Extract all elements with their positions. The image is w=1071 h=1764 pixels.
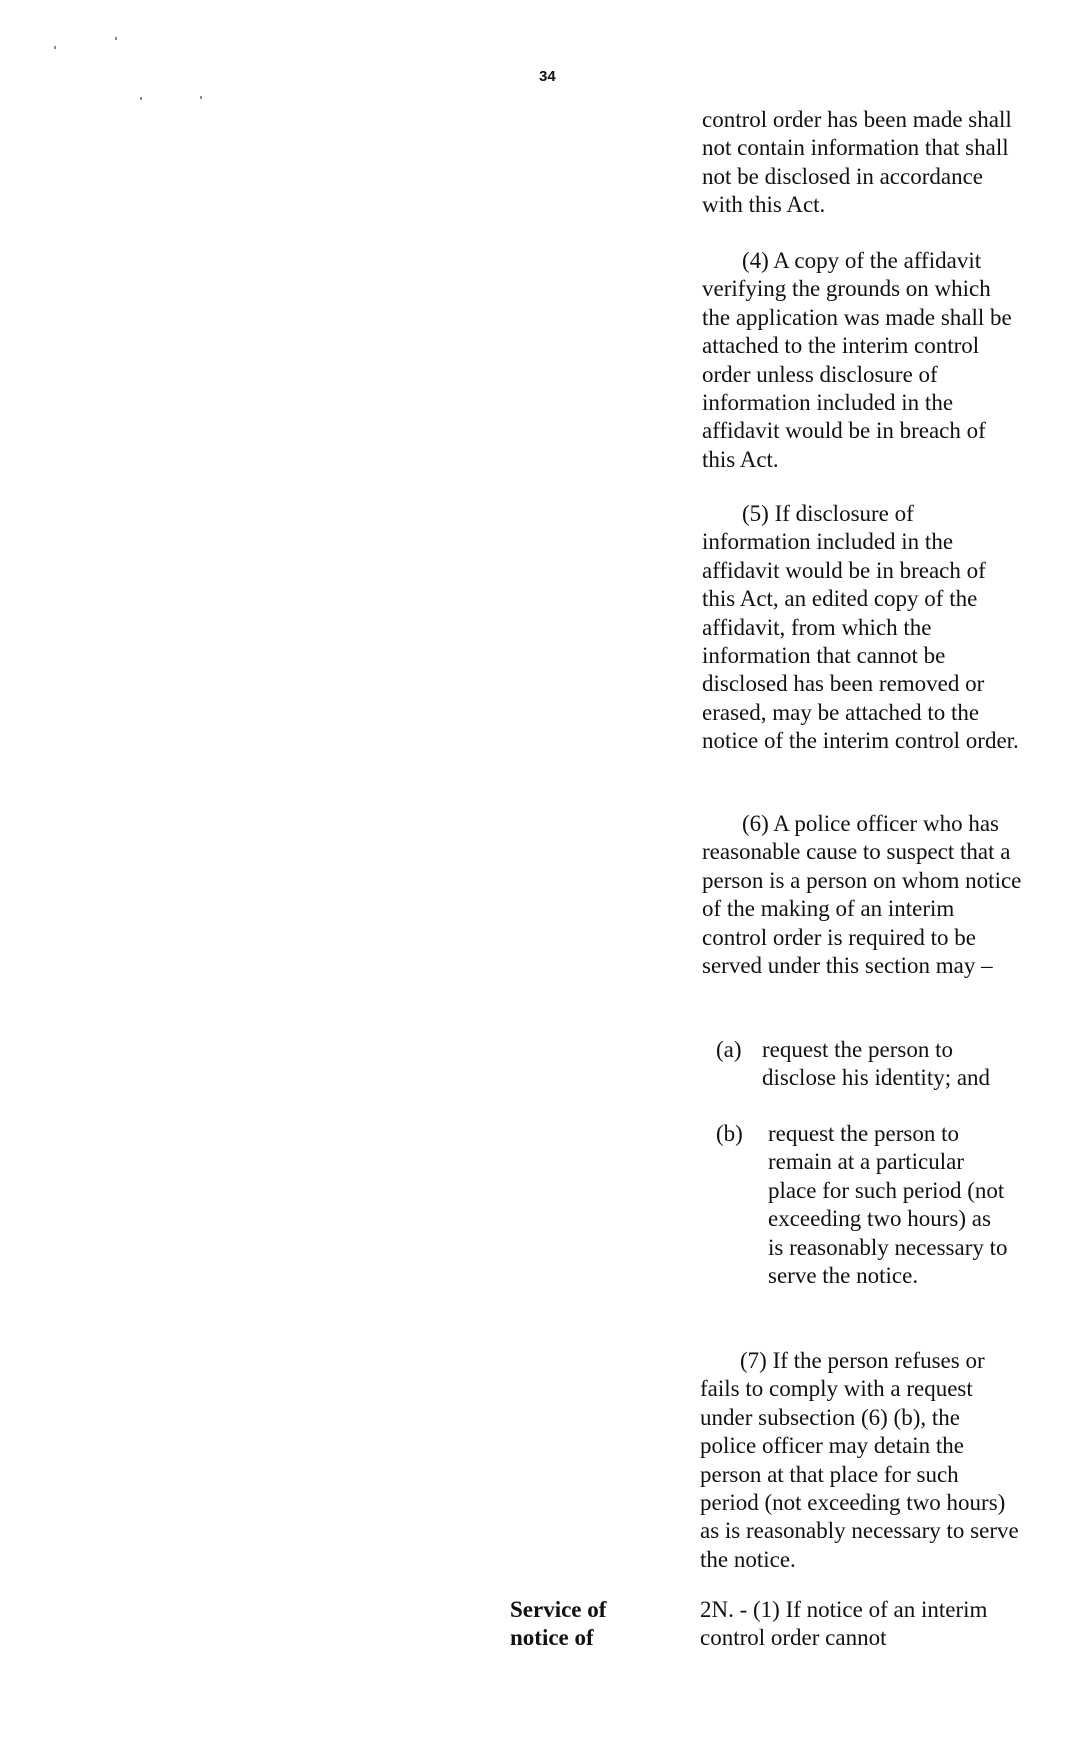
section-2n: 2N. - (1) If notice of an interim control order cannot [700,1597,988,1651]
margin-note: Service of notice of [510,1597,607,1651]
subsection-7: (7) If the person refuses or fails to comply with a request under subsection (6) (b), the police officer may detain the person at that place for such period (not exceeding two hours) as is reasonably necessary to serve the notice. [700,1348,1019,1572]
paragraph-continued: control order has been made shall not contain information that shall not be disclosed in accordance with this Act. [702,107,1012,218]
scan-speck [54,46,56,49]
list-item-label: (a) [716,1037,742,1062]
subsection-4: (4) A copy of the affidavit verifying the grounds on which the application was made shall be attached to the interim control order unless disclosure of information included in the affidavit would be in breach of this Act. [702,248,1012,472]
list-item-text: request the person to disclose his identity; and [762,1037,991,1091]
subsection-6: (6) A police officer who has reasonable cause to suspect that a person is a person on whom notice of the making of an interim control order is required to be served under this section may – [702,811,1022,979]
scan-speck [200,96,202,99]
list-item-label: (b) [716,1121,743,1146]
scan-speck [140,97,142,100]
page-number: 34 [539,68,556,85]
subsection-5: (5) If disclosure of information included in the affidavit would be in breach of this Act, an edited copy of the affidavit, from which the information that cannot be disclosed has been removed or erased, may be attached to the notice of the interim control order. [702,501,1019,754]
scan-speck [115,37,117,40]
list-item-text: request the person to remain at a particular place for such period (not exceeding two hours) as is reasonably necessary to serve the notice. [768,1121,1008,1289]
